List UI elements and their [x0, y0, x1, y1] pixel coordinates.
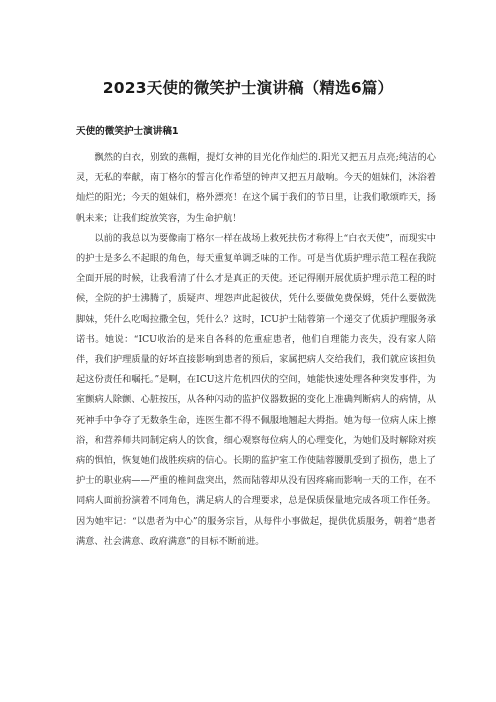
- paragraph-2: 以前的我总以为要像南丁格尔一样在战场上救死扶伤才称得上“白衣天使”，而现实中的护士是多么不起眼的角色，每天重复单调乏味的工作。可是当优质护理示范工程在我院全面开展的时候，让我看清了什么才是真正的天使。还记得刚开展优质护理示范工程的时候，全院的护士沸腾了，质疑声、埋怨声此起彼伏，凭什么要做免费保姆，凭什么要做洗脚妹，凭什么吃喝拉撒全包，凭什么？这时，ICU护士陆蓉第一个递交了优质护理服务承诺书。她说：“ICU收治的是来自各科的危重症患者，他们自理能力丧失，没有家人陪伴，我们护理质量的好坏直接影响到患者的预后，家属把病人交给我们，我们就应该担负起这份责任和嘱托。”是啊，在ICU这片危机四伏的空间，她能快速处理各种突发事件，为室颤病人除颤、心脏按压，从各种闪动的监护仪器数据的变化上准确判断病人的病情，从死神手中争夺了无数条生命，连医生都不得不佩服地翘起大拇指。她为每一位病人床上擦浴，和营养师共同制定病人的饮食，细心观察每位病人的心理变化，为她们及时解除对疾病的惧怕，恢复她们战胜疾病的信心。长期的监护室工作使陆蓉腰肌受到了损伤，患上了护士的职业病——严重的椎间盘突出，然而陆蓉却从没有因疼痛而影响一天的工作，在不同病人面前扮演着不同角色，满足病人的合理要求，总是保质保量地完成各项工作任务。因为她牢记：“以患者为中心”的服务宗旨，从每件小事做起，提供优质服务，朝着“患者满意、社会满意、政府满意”的目标不断前进。: [76, 232, 436, 547]
- document-title: 2023天使的微笑护士演讲稿（精选6篇）: [102, 79, 394, 97]
- paragraph-1: 飘然的白衣，别致的燕帽，提灯女神的目光化作灿烂的.阳光又把五月点亮;纯洁的心灵，无私的奉献，南丁格尔的誓言化作希望的钟声又把五月敲响。今天的姐妹们，沐浴着灿烂的阳光；今天的姐妹们，格外漂亮！在这个属于我们的节日里，让我们歌颂昨天，扬帆未来；让我们绽放笑容，为生命护航！: [76, 152, 436, 224]
- document-body: [76, 148, 436, 552]
- section-heading: 天使的微笑护士演讲稿1: [76, 126, 179, 137]
